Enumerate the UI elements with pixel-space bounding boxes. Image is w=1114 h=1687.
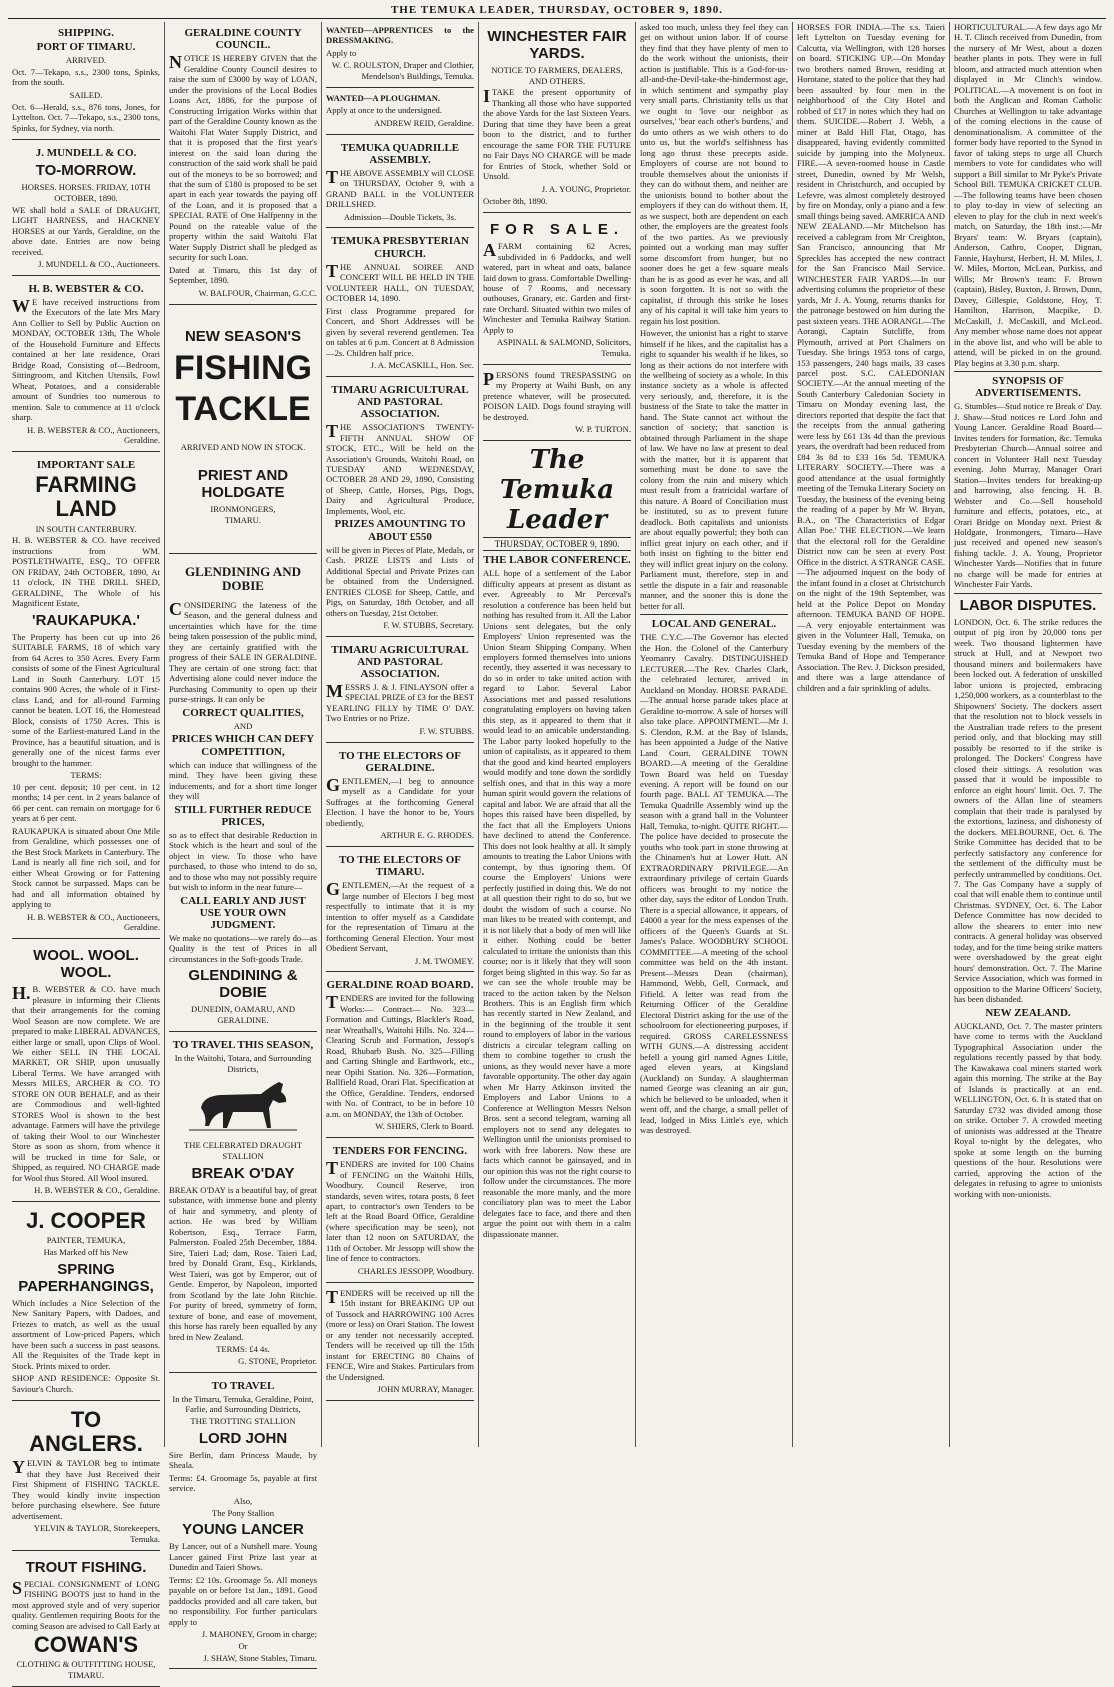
road-board-text: TENDERS are invited for the following Works:— Contract— No. 323—Formation and Cuttings, Blackler's Road, near Wreathall's, Waitohi Hills. No. 324—Clearing Scrub and Formation, Jessop's Road, Rhubarb Bush. No. 325—Filling and Carting Shingle and Earthwork, etc., near Opihi Station. No. 326—Formation, Ballfield Road, Orari Flat. Specification at the Office, Geraldine. Tenders, endorsed with No. of Contract, to be in before 10 a.m. on MONDAY, the 13th of October. bbox=[326, 992, 474, 1119]
break-o-day-ad bbox=[169, 1034, 317, 1373]
pony-heading: The Pony Stallion bbox=[211, 1507, 275, 1518]
stallion-heading: THE CELEBRATED DRAUGHT STALLION bbox=[184, 1140, 302, 1162]
trespass-text: PERSONS found TRESPASSING on my Property at Waihi Bush, on any pretence whatever, will be prosecuted. POISON LAID. Dogs found straying will be destroyed. bbox=[483, 368, 631, 422]
presbyterian-signature: J. A. McCASKILL, Hon. Sec. bbox=[370, 360, 474, 371]
presbyterian-text: THE ANNUAL SOIREE AND CONCERT WILL BE HELD IN THE VOLUNTEER HALL, ON TUESDAY, OCTOBER 14, 1890. bbox=[326, 260, 474, 304]
fencing-ad bbox=[326, 1140, 474, 1283]
farm-sale-signature: ASPINALL & SALMOND, Solicitors, Temuka. bbox=[496, 337, 631, 359]
special-prize-text: MESSRS J. & J. FINLAYSON offer a SPECIAL PRIZE of £3 for the BEST YEARLING FILLY by TIME O' DAY. Two Entries or no Prize. bbox=[326, 681, 474, 724]
column-6 bbox=[793, 22, 950, 1447]
webster-text: WE have received instructions from the Executors of the late Mrs Mary Ann Collier to Sell by Public Auction on MONDAY, OCTOBER 13th, The Whole of the Household Furniture and Effects contained at her late residence, Orari Bridge Road, Consisting of—Bedroom, Sittingroom, and Kitchen Utensils, Fowl Wheat, Potatoes, and a considerable amount of Sundries too numerous to mention. Sale to commence at 11 o'clock sharp. bbox=[12, 295, 160, 423]
fencing-text: TENDERS are invited for 100 Chains of FENCING on the Waitohi Hills, Woodbury. Council Reserve, iron standards, seven wires, totara posts, 8 feet apart, to contractor's own Tenders to be left at the Road Board Office, Geraldine (where specification may be seen), not later than 12 noon on SATURDAY, the 11th of October. Mr Jessopp will show the line of fence to contractors. bbox=[326, 1158, 474, 1264]
labor-conference-heading: THE LABOR CONFERENCE. bbox=[483, 554, 631, 567]
travel-heading: TO TRAVEL THIS SEASON, bbox=[172, 1038, 314, 1051]
terms-text: 10 per cent. deposit; 10 per cent. in 12 months; 14 per cent. in 2 years balance of 66 per cent. can remain on mortgage for 6 years at 6 per cent. bbox=[12, 781, 160, 824]
show-ad bbox=[326, 379, 474, 637]
shipping-section bbox=[12, 22, 160, 140]
horse-sale-ad bbox=[12, 142, 160, 276]
fishing-heading: FISHING bbox=[174, 348, 312, 387]
ploughman-ad bbox=[326, 90, 474, 135]
ploughman-text: Apply at once to the undersigned. bbox=[326, 105, 442, 116]
horses-heading: HORSES. HORSES. FRIDAY, 10TH OCTOBER, 1890. bbox=[21, 182, 151, 203]
farming-land-heading: FARMING LAND bbox=[35, 472, 137, 522]
break-o-day-text: BREAK O'DAY is a beautiful bay, of great substance, with immense bone and plenty of hair and symmetry, and plenty of action. He was bred by William Robertson, Esq., Terrace Farm, Palmerston. Foaled 25th December, 1884. Sire, Taieri Lad; dam, Rose. Taieri Lad, bred by Donald Grant, Esq., Kirklands, West Taieri, was got by Emperor, out of Gentle. Emperor, by Napoleon, imported from Scotland by the late John Ritchie. For purity of breed, symmetry of form, texture of bone, and ease of movement, this horse has rarely been equalled by any bred in New Zealand. bbox=[169, 1184, 317, 1342]
show-text-2: will be given in Pieces of Plate, Medals, or Cash. PRIZE LISTS and Lists of Additional Special and Private Prizes can be obtained from the Undersigned. ENTRIES CLOSE for Sheep, Cattle, and Pigs, on Saturday, 18th October, and all others on Tuesday, 21st October. bbox=[326, 544, 474, 618]
mundell-heading: J. MUNDELL & CO. bbox=[35, 147, 137, 160]
lord-john-text: Sire Berlin, dam Princess Maude, by Sheala. bbox=[169, 1449, 317, 1471]
paperhangings-heading: SPRING PAPERHANGINGS, bbox=[18, 1260, 154, 1295]
road-board-signature: W. SHIERS, Clerk to Board. bbox=[375, 1121, 474, 1132]
sailed-heading: SAILED. bbox=[69, 89, 103, 100]
arrived-stock-text: ARRIVED AND NOW IN STOCK. bbox=[180, 441, 306, 452]
presbyterian-text-2: First class Programme prepared for Concert, and Short Addresses will be given by several reverend gentlemen. Tea on tables at 6 p.m. Concert at 8 Admission—2s. Children half price. bbox=[326, 305, 474, 358]
orari-tenders-text: TENDERS will be received up till the 15th instant for BREAKING UP out of Tussock and HARROWING 100 Acres (more or less) on Orari Station. The lowest or any tender not necessarily accepted. Tenders will be received up till the 15th instant for ERECTING 80 Chains of FENCE, Wire and Stakes. Particulars from the Undersigned. bbox=[326, 1286, 474, 1382]
lord-john-heading: LORD JOHN bbox=[198, 1429, 288, 1447]
webster-signature: H. B. WEBSTER & CO., Auctioneers, Geraldine. bbox=[26, 424, 160, 446]
trout-text: SPECIAL CONSIGNMENT of LONG FISHING BOOTS just to hand in the most approved style and of very superior quality. Gentlemen requiring Boots for the coming Season are advised to Call Early at bbox=[12, 1577, 160, 1631]
new-zealand-text: AUCKLAND, Oct. 7. The master printers have come to terms with the Auckland Typographical Association under the regulations recently passed by that body. The Kawakawa coal miners started work again this morning. The strike at the Bay of Islands is practically at an end. WELLINGTON, Oct. 6. It is stated that on Saturday £732 was divided among those on strike. October 7. A crowded meeting of unionists was addressed at the Theatre Royal to-night by the delegates, who spoke at some length on the burning questions of the hour. Resolutions were carried, approving the action of the delegates in refusing to agree to unionists working with non-unionists. bbox=[954, 1020, 1102, 1199]
raukapuka-heading: 'RAUKAPUKA.' bbox=[32, 611, 140, 629]
quadrille-ad bbox=[326, 137, 474, 229]
show-text: THE ASSOCIATION'S TWENTY-FIFTH ANNUAL SHOW OF STOCK, ETC., Will be held on the Association's Grounds, Waitohi Road, on TUESDAY AND WEDNESDAY, OCTOBER 28 AND 29, 1890, Consisting of Sheep, Cattle, Horses, Pigs, Dogs, Dairy and Agricultural Produce, Implements, Wool, etc. bbox=[326, 421, 474, 516]
cooper-heading: J. COOPER bbox=[26, 1208, 146, 1234]
column-1 bbox=[8, 22, 165, 1681]
shaw-signature: J. SHAW, Stone Stables, Timaru. bbox=[203, 1652, 317, 1663]
gd-prices: PRICES WHICH CAN DEFY COMPETITION, bbox=[171, 733, 315, 758]
webster-heading: H. B. WEBSTER & CO. bbox=[28, 282, 144, 295]
farm-sale-heading: FOR SALE. bbox=[489, 221, 624, 239]
mundell-signature: J. MUNDELL & CO., Auctioneers. bbox=[38, 259, 160, 270]
gd-heading: GLENDINING AND DOBIE bbox=[185, 564, 301, 594]
webster-signature-2: H. B. WEBSTER & CO., Auctioneers, Geraldine. bbox=[26, 911, 160, 933]
break-o-day-signature: G. STONE, Proprietor. bbox=[238, 1355, 317, 1366]
apprentices-signature: W. C. ROULSTON, Draper and Clothier, Mendelson's Buildings, Temuka. bbox=[331, 60, 474, 82]
show-signature: F. W. STUBBS, Secretary. bbox=[383, 619, 474, 630]
geraldine-electors-signature: ARTHUR E. G. RHODES. bbox=[380, 830, 474, 841]
farming-sub: IN SOUTH CANTERBURY. bbox=[35, 523, 137, 534]
cowans-sub: CLOTHING & OUTFITTING HOUSE, TIMARU. bbox=[16, 1659, 156, 1681]
council-signature: W. BALFOUR, Chairman, G.C.C. bbox=[198, 287, 317, 298]
young-lancer-text: By Lancer, out of a Nutshell mare. Young Lancer gained First Prize last year at Dunedin and Taieri Shows. bbox=[169, 1541, 317, 1573]
winchester-fair-signature: J. A. YOUNG, Proprietor. bbox=[541, 183, 631, 194]
ironmongers-text: IRONMONGERS, bbox=[210, 503, 276, 514]
column-7 bbox=[950, 22, 1106, 1447]
special-prize-heading: TIMARU AGRICULTURAL AND PASTORAL ASSOCIATION. bbox=[331, 643, 469, 680]
show-prizes: PRIZES AMOUNTING TO ABOUT £550 bbox=[334, 518, 466, 543]
horse-illustration-icon bbox=[183, 1078, 303, 1136]
wool-heading: WOOL. WOOL. WOOL. bbox=[33, 947, 139, 982]
timaru-text: TIMARU. bbox=[224, 515, 262, 526]
cowans-heading: COWAN'S bbox=[33, 1632, 139, 1658]
new-seasons-heading: NEW SEASON'S bbox=[184, 327, 302, 345]
editorial-continued-1: asked too much, unless they feel they can get on without union labor. If of course they find that they have plenty of men to do the work without the unionists, their action is justifiable. This is a God-for-us-all-and-the-Devil-take-the-hindermost age, in which sentiment and sympathy play very small parts. Christianity tells us that we ought to 'love our neighbor as ourselves,' 'bear each other's burdens,' and do unto others as we wish others to do unto us, but the world's selfishness has long ago thrust these precepts aside. Employers of course are not bound to trouble themselves about the unionists if they can do without them, and neither are the unionists bound to bother about the employers if they can do without them. If, as we suspect, both are dependent on each other, the employers are the greatest fools of the two parties. As we previously pointed out a working man may suffer some discomfort from hunger, but no sooner does he get a few square meals than he is as good as ever he was, and all is soon forgotten. It is not so with the capitalist, if through this strike he loses any of his capital it will take him years to regain his lost position. bbox=[640, 22, 788, 326]
fishing-tackle-ad bbox=[169, 307, 317, 555]
ploughman-heading: WANTED—A PLOUGHMAN. bbox=[326, 92, 441, 103]
column-2 bbox=[165, 22, 322, 1663]
gd-text-3: so as to effect that desirable Reduction in Stock which is the heart and soul of the object in view. To those who have purchased, to those who intend to do so, and to those who may not possibly require but wish to inform in the near future— bbox=[169, 829, 317, 893]
winchester-fair-heading: WINCHESTER FAIR YARDS. bbox=[487, 28, 627, 62]
gd-text: CONSIDERING the lateness of the Season, and the general dulness and uncertainties which have for the time being taken possession of the public mind, they are certainly gratified with the progress of their SALE IN GERALDINE. They are certain of one strong fact: that Advertising alone could never induce the Purchasing Community to open up their purse-strings. It can only be bbox=[169, 598, 317, 705]
wool-text: H.B. WEBSTER & CO. have much pleasure in informing their Clients that their arrangements for the coming Wool Season are now complete. We are prepared to make LIBERAL ADVANCES, either large or small, upon Clips of Wool. We either SELL IN THE LOCAL MARKET, OR SHIP, upon unusually Liberal Terms. We have arranged with Messrs MILES, ARCHER & CO. TO STORE ON OUR BEHALF, and as their are Commodious and well-lighted STORES Wool is shown to the best advantage. Farmers will have the privilege of taking their Wool to our Winchester Store as soon as shorn, from whence it will be trucked in time for Sale, or Shipped, as required. NO CHARGE made for Wool thus Stored. All Wool insured. bbox=[12, 983, 160, 1183]
council-date: Dated at Timaru, this 1st day of September, 1890. bbox=[169, 264, 317, 286]
timaru-electors-ad bbox=[326, 849, 474, 972]
anglers-text: YELVIN & TAYLOR beg to intimate that they have Just Received their First Shipment of FISHING TACKLE. They would kindly invite inspection before purchasing elsewhere. See future advertisement. bbox=[12, 1457, 160, 1521]
labor-conference-text: ALL hope of a settlement of the Labor difficulty appears at present as distant as ever. Agreeably to Mr Perceval's resolution a conference has been held but nothing has resulted from it. All the Labor Unions sent delegates, but the only Employers' Union represented was the Union Steam Shipping Company. When employers formed themselves into unions recently, they asserted it was necessary to do so in order to take united action with regard to Labor. Several Labor Associations met and passed resolutions congratulating employers on having taken this step, as it appeared to them that it would lead to an amicable understanding. The Labor party looked hopefully to the union of capitalists, as it appeared to them that the good and kind hearted employers would modify and tone down the sordidly selfish ones, and that in this way a more human spirit would govern the relations of capital and labor. We are afraid that all the hopes this raised have been dispelled, by the fact that all the Employers Unions have declined to attend the Conference. This does not look healthy at all. It simply amounts to treating the Labor Unions with contempt, by thus ignoring them. Of course the Employers' Unions were perfectly justified in doing this. We do not at all question their right to do so, but we doubt the wisdom of such a course. No man likes to be treated with contempt, and it is not likely that a body of men will like it either. Nothing could be better calculated to irritate the unionists than this course; nor is it likely that they will soon forget being slighted in this way. So far as we can see the whole trouble may be traced to the action taken by the Nelson Brothers. This is an English firm which has recently started in New Zealand, and in the beginning of the trouble it sent round to employers of labor in the various districts a circular telegram calling on them to combine together to crush the unions, as they would never have a more favorable opportunity. The other day again when Mr Harry Atkinson invited the Employers and Labor Unions to a Conference at Wellington Messrs Nelson Bros. sent a second telegram, warning all employers not to send any delegates to Wellington until the unionists promised to work with free laborers. Now these are facts which cannot be gainsayed, and in our opinion this was not the right course to follow under the circumstances. The more reasonable the more manly, and the more conciliatory plan was to meet the Labor delegates face to face, and there and then argue the point out with them in a calm dispassionate manner. bbox=[483, 568, 631, 1239]
cooper-sub: PAINTER, TEMUKA, bbox=[46, 1235, 126, 1246]
or-text: Or bbox=[238, 1640, 248, 1651]
cooper-text-1: Has Marked off his New bbox=[43, 1246, 129, 1257]
young-lancer-terms: Terms: £2 10s. Groomage 5s. All moneys payable on or before 1st Jan., 1891. Good paddocks provided and all care taken, but no responsibility. For further particulars apply to bbox=[169, 1574, 317, 1627]
council-notice bbox=[169, 22, 317, 305]
column-5 bbox=[636, 22, 793, 1447]
council-text: NOTICE IS HEREBY GIVEN that the Geraldine County Council desires to raise the sum of £3000 by way of LOAN, under the provisions of the Local Bodies Loans Act, 1886, for the purpose of Constructing Irrigation Works within that part of the Geraldine County known as the Waitohi Flat Water Supply District, and that it is proposed that the first year's interest on the said loan during the construction of the said work shall be paid out of the moneys to be so borrowed; and that the sum of £180 is proposed to be set apart in each year towards the paying off of the Loan, and it is proposed that a SPECIAL RATE of One Halfpenny in the Pound on the rateable value of the property within the said Waitohi Flat Water Supply District shall be pledged as security for such Loan. bbox=[169, 52, 317, 263]
cooper-text-3: SHOP AND RESIDENCE: Opposite St. Saviour's Church. bbox=[12, 1373, 160, 1394]
gd-call: CALL EARLY AND JUST USE YOUR OWN JUDGMENT. bbox=[180, 894, 306, 931]
young-lancer-heading: YOUNG LANCER bbox=[182, 1521, 304, 1539]
winchester-fair-text: ITAKE the present opportunity of Thanking all those who have supported the above Yards for the last Sixteen Years. During that time they have been a great boon to the district, and to further encourage the same FOR THE FUTURE no Fair Days NO CHARGE will be made for Entries of Stock, whether Sold or Unsold. bbox=[483, 86, 631, 182]
apprentices-ad bbox=[326, 22, 474, 88]
orari-tenders-signature: JOHN MURRAY, Manager. bbox=[377, 1384, 474, 1394]
farm-sale-text: AFARM containing 62 Acres, subdivided in 6 Paddocks, and well watered, part in wheat and oats, balance laid down to grass. Comfortable Dwelling-house of 7 Rooms, and necessary outhouses, Granary, etc. Garden and first-rate Orchard. Situated within two miles of Winchester and Temuka Railway Station. Apply to bbox=[483, 240, 631, 335]
new-zealand-heading: NEW ZEALAND. bbox=[985, 1006, 1071, 1019]
farming-land-ad bbox=[12, 454, 160, 939]
column-3 bbox=[322, 22, 479, 1447]
priest-holdgate-heading: PRIEST AND HOLDGATE bbox=[197, 466, 289, 501]
quadrille-heading: TEMUKA QUADRILLE ASSEMBLY. bbox=[340, 141, 460, 166]
anglers-signature: YELVIN & TAYLOR, Storekeepers, Temuka. bbox=[33, 1523, 160, 1545]
trespass-ad bbox=[483, 367, 631, 441]
geraldine-electors-heading: TO THE ELECTORS OF GERALDINE. bbox=[339, 749, 461, 774]
travel-sub: In the Waitohi, Totara, and Surrounding Districts, bbox=[174, 1052, 312, 1074]
geraldine-electors-ad bbox=[326, 745, 474, 847]
sailed-text: Oct. 6—Herald, s.s., 876 tons, Jones, for Lyttelton. Oct. 7—Tekapo, s.s., 2300 tons, Spinks, for Sydney, via north. bbox=[12, 101, 160, 133]
geraldine-electors-text: GENTLEMEN,—I beg to announce myself as a Candidate for your Suffrages at the forthcoming General Election. I have the honor to be, Yours obediently, bbox=[326, 774, 474, 828]
tomorrow-heading: TO-MORROW. bbox=[35, 162, 137, 180]
synopsis-heading: SYNOPSIS OF ADVERTISEMENTS. bbox=[975, 374, 1081, 400]
cooper-text-2: Which includes a Nice Selection of the New Sanitary Papers, with Dadoes, and Friezes to match, as well as the usual assortment of Low-priced Papers, which have been such a success in past seasons. All the Requisites of the Trade kept in Stock. Prints mixed to order. bbox=[12, 1297, 160, 1371]
apprentices-text: Apply to bbox=[326, 47, 357, 58]
arrived-heading: ARRIVED. bbox=[65, 55, 107, 66]
travel2-heading: TO TRAVEL bbox=[211, 1379, 275, 1392]
lord-john-terms: Terms: £4. Groomage 5s, payable at first service. bbox=[169, 1472, 317, 1494]
gd-qualities: CORRECT QUALITIES, bbox=[182, 706, 304, 719]
raukapuka-text: The Property has been cut up into 26 SUITABLE FARMS, 18 of which vary from 64 Acres to 350 Acres. Every Farm consists of some of the Finest Agricultural Land in South Canterbury. LOT 15 contains 900 Acres, the whole of it First-class Land, and for all-round Farming cannot be beaten. LOT 16, the Homestead Block, consists of 1750 Acres. This is some of the Earliest-matured Land in the Province, has a beautiful situation, and is generally one of the nicest farms ever brought to the hammer. bbox=[12, 631, 160, 768]
arrived-text: Oct. 7—Tekapo, s.s., 2300 tons, Spinks, from the south. bbox=[12, 66, 160, 88]
glendining-dobie-ad bbox=[169, 556, 317, 1032]
gd-text-4: We make no quotations—we rarely do—as Quality is the test of Prices in all circumstances in the Soft-goods Trade. bbox=[169, 932, 317, 964]
gd-signature: GLENDINING & DOBIE bbox=[188, 967, 298, 1002]
section-divider-2 bbox=[954, 371, 1102, 372]
orari-tenders-ad bbox=[326, 1285, 474, 1401]
farming-text: H. B. WEBSTER & CO. have received instructions from WM. POSTLETHWAITE, ESQ., TO OFFER ON FRIDAY, 24th OCTOBER, 1890, At 11 o'clock, IN THE DRILL SHED, GERALDINE, The Whole of his Magnificent Estate, bbox=[12, 535, 160, 609]
section-divider bbox=[640, 614, 788, 615]
winchester-fair-date: October 8th, 1890. bbox=[483, 195, 548, 206]
cooper-ad bbox=[12, 1204, 160, 1401]
road-board-ad bbox=[326, 974, 474, 1138]
columns bbox=[8, 22, 1106, 1681]
farm-sale-ad bbox=[483, 215, 631, 365]
gd-text-2: which can induce that willingness of the mind. They have been giving these inducements, and for a short time longer they will bbox=[169, 759, 317, 802]
travel2-sub: In the Timaru, Temuka, Geraldine, Point, Farlie, and Surrounding Districts, bbox=[172, 1393, 314, 1415]
horses-text: WE shall hold a SALE of DRAUGHT, LIGHT HARNESS, and HACKNEY HORSES at our Yards, Geraldine, on the above date. Entries are now being received. bbox=[12, 204, 160, 257]
lord-john-ad bbox=[169, 1375, 317, 1670]
port-heading: PORT OF TIMARU. bbox=[36, 41, 136, 54]
timaru-electors-text: GENTLEMEN,—At the request of a large number of Electors I beg most respectfully to intimate that it is my intention to offer myself as a Candidate for the representation of Timaru at the forthcoming General Election. Your most Obedient Servant, bbox=[326, 879, 474, 954]
quadrille-admission: Admission—Double Tickets, 3s. bbox=[343, 211, 457, 222]
shipping-heading: SHIPPING. bbox=[58, 27, 114, 39]
apprentices-heading: WANTED—APPRENTICES to the DRESSMAKING. bbox=[326, 25, 474, 46]
labor-disputes-heading: LABOR DISPUTES. bbox=[959, 596, 1097, 614]
also-text: Also, bbox=[233, 1495, 253, 1506]
gd-places: DUNEDIN, OAMARU, AND GERALDINE. bbox=[190, 1004, 296, 1026]
labor-disputes-text: LONDON, Oct. 6. The strike reduces the output of pig iron by 20,000 tons per week. Two thousand lightermen have struck at Hull, and at Newport two thousand miners and boilermakers have been locked out. A federation of unskilled labor unions is projected, embracing 1,250,000 workers, as a counterblast to the Shipowners' Society. The dockers assert that the resolution not to block vessels in the Australian trade refers to the present period only, and that blocking may still possibly be resorted to if the strike is prolonged. The Dockers' Congress have closed their sittings. A resolution was passed that it would be impossible to enforce an eight hours' limit. Oct. 7. The owners of the Allan line of steamers complain that their trade is paralysed by the extortions, laziness, and dishonesty of the dockers. MELBOURNE, Oct. 6. The Strike Committee has decided that to be perfectly satisfactory any conference for the settlement of the difficulty must be perfectly untrammelled by conditions. Oct. 7. The Gas Company have a supply of coal that will enable them to continue until Christmas. SYDNEY, Oct. 6. The Labor Defence Committee has now decided to allow the shearers to enter into new contracts. A general holiday was observed today, and for the time being strike matters were overshadowed by the great eight hours' demonstration. Oct. 7. The Marine Service Association, which was formed in opposition to the Marine Officers' Society, has been disbanded. bbox=[954, 616, 1102, 1005]
local-general-text: THE C.Y.C.—The Governor has elected the Hon. the Colonel of the Canterbury Yeomanry Cavalry. DISTINGUISHED LECTURER.—The Rev. Charles Clark, the celebrated lecturer, arrived in Auckland on Monday. HORSE PARADE.—The annual horse parade takes place at Geraldine to-morrow. A sale of horses will also take place. APPOINTMENT.—Mr J. S. Clendon, R.M. at the Bay of Islands, has been appointed a Judge of the Native Land Court. GERALDINE TOWN BOARD.—A meeting of the Geraldine Town Board was held on Tuesday evening. A report will be found on our fourth page. BALL AT TEMUKA.—The Temuka Quadrille Assembly wind up the season with a grand ball in the Volunteer Hall, Temuka, to-night. QUITE RIGHT.—The police have decided to prosecute the youths who took part in stone throwing at the Chinamen's hut at Lower Hutt. AN EXTRAORDINARY PRIVILEGE.—An extraordinary privilege of certain Guards officers was brought to my notice the other day, says the editor of London Truth. There is a special allowance, it appears, of £4000 a year for the mess expenses of the officers of the Queen's Guards at St. James's Palace. WOODBURY SCHOOL COMMITTEE.—A meeting of the school committee was held on the 4th instant. Present—Messrs Dean (chairman), Hammond, Webb, Gell, Cormack, and Fifield. A letter was read from the Returning Officer of the Geraldine Electoral District asking for the use of the schoolroom for electioneering purposes, if required. GROSS CARELESSNESS WITH GUNS.—A distressing accident befell a young girl named Agnes Little, aged eleven years, at Kingsland (Auckland) on Sunday. A slaughterman named George was cleaning an air gun, which he believed to be unloaded, when it went off, and the charge, a small pellet of lead, lodged in Miss Little's eye, which was destroyed. bbox=[640, 632, 788, 1135]
webster-signature-3: H. B. WEBSTER & CO., Geraldine. bbox=[34, 1185, 160, 1196]
section-divider-3 bbox=[954, 593, 1102, 594]
important-sale-heading: IMPORTANT SALE bbox=[36, 459, 136, 472]
gd-still: STILL FURTHER REDUCE PRICES, bbox=[174, 803, 312, 828]
presbyterian-heading: TEMUKA PRESBYTERIAN CHURCH. bbox=[331, 235, 469, 260]
trout-ad bbox=[12, 1553, 160, 1687]
local-news-text: HORSES FOR INDIA.—The s.s. Taieri left Lyttelton on Tuesday evening for Calcutta, via Wellington, with 128 horses on board. STICKING UP.—On Monday two brothers named Brown, residing at Horotane, stated to the police that they had been assaulted by four men in the neighborhood of the City Hotel and robbed of £17 in notes which they had on them. SUICIDE.—Robert J. Webb, a miner at Bald Hill Flat, Otago, has disappeared, having evidently committed suicide by jumping into the Molyneux. FIRE.—A seven-roomed house in Castle street, Dunedin, owned by Mr Welsh, resident in Christchurch, and occupied by Lefevre, was almost completely destroyed by fire on Monday, only a piano and a few small things being saved. AMERICA AND NEW ZEALAND.—Mr Mitchelson has received a cablegram from Mr Creighton, San Francisco, announcing that Mr Spreckles has accepted the new contract for the San Francisco Mail Service. WINCHESTER FAIR YARDS.—In our advertising columns the proprietor of these yards, Mr J. A. Young, returns thanks for the patronage bestowed on him during the past sixteen years. THE AORANGI.—The Aorangi, Captain Sutcliffe, from Plymouth, arrived at Port Chalmers on Tuesday. She brings 1953 tons of cargo, 153 passengers, 240 bags mails, 33 cases parcel post. S.C. CALEDONIAN SOCIETY.—At the annual meeting of the South Canterbury Caledonian Society in Timaru on Monday evening last, the directors reported that despite the fact that the receipts from the annual gathering were less by £61 13s 4d than the previous years, the overdraft had been reduced from £84 3s 8d to £33 16s 5d. TEMUKA LITERARY SOCIETY.—There was a good attendance at the usual fortnightly meeting of the Temuka Literary Society on Tuesday, the business of the evening being the reading of a paper by Mr W. Bryan, B.A., on 'The Characteristics of Edgar Allan Poe.' THE ELECTION.—We learn that the electoral roll for the Geraldine District now can be seen at every Post Office in the district. A STRANGE CASE.—The adjourned inquest on the body of the infant found in a closet at Christchurch on the night of the 19th September, was held at the Police Depot on Monday afternoon. TEMUKA BAND OF HOPE.—A very enjoyable entertainment was given in the Volunteer Hall, Temuka, on Tuesday evening by the members of the Temuka Band of Hope and Temperance Association. The Rev. J. Dickson presided, and there was a large attendance of children and a fair sprinkling of adults. bbox=[797, 22, 946, 693]
editorial-continued-2: However, the unionist has a right to starve himself if he likes, and the capitalist has a right to squander his wealth if he likes, so long as their actions do not interfere with the wellbeing of society as a whole. In this instance society as a whole is affected very seriously, and, therefore, it is the business of the State to take the matter in hand. The State cannot act without the sanction of society; that sanction is obtained through Parliament in the shape of law. We have no law at present to deal with the matter, but it is apparent that something must be done to save the colony from the ruin and misery which must result from a fratricidal warfare of this nature. A Board of Conciliation must be instituted, so as to prevent future deadlock. Both capitalists and unionists are about equally powerful; they both can inflict great injury on each other, and if both insist on fighting to the bitter end they will inflict great injury on the colony. Parliament must, therefore, step in and settle the dispute in a fair and reasonable manner, and the sooner this is done the better for all. bbox=[640, 328, 788, 611]
furniture-sale-ad bbox=[12, 278, 160, 452]
ploughman-signature: ANDREW REID, Geraldine. bbox=[373, 117, 474, 128]
fencing-signature: CHARLES JESSOPP, Woodbury. bbox=[357, 1265, 474, 1276]
road-board-heading: GERALDINE ROAD BOARD. bbox=[326, 979, 474, 992]
winchester-fair-sub: NOTICE TO FARMERS, DEALERS, AND OTHERS. bbox=[491, 65, 623, 86]
quadrille-text: THE ABOVE ASSEMBLY will CLOSE on THURSDAY, October 9, with a GRAND BALL in the VOLUNTEER DRILLSHED. bbox=[326, 166, 474, 210]
gd-and: AND bbox=[233, 720, 253, 731]
council-heading: GERALDINE COUNTY COUNCIL. bbox=[184, 27, 302, 52]
anglers-ad bbox=[12, 1403, 160, 1551]
horticultural-text: HORTICULTURAL.—A few days ago Mr H. T. Clinch received from Dunedin, from the nursery of Mr West, about a dozen heather plants in pots. They were in full bloom, and attracted much attention when displayed in Mr Clinch's window. POLITICAL.—A movement is on foot in both the Anglican and Roman Catholic Churches at Wellington to take advantage of the coming elections in the cause of denominationalism. A committee of the former body have reported to the Synod in favor of taking steps to urge all Church members to vote for candidates who will support a Bill similar to Mr Pyke's Private School Bill. TEMUKA CRICKET CLUB.—The following teams have been chosen to play to-day in view of selecting an eleven to play for the club in next week's match, on Saturday, the 18th inst.:—Mr Bryars' team: W. Bryars (captain), Anderson, Cathro, Cooper, Dignan, Fannie, Hayhurst, Herbert, H. M. Miles, J. W. Miles, Morton, McLean, Purkiss, and Wills; Mr Brown's team: F. Brown (captain), Bisley, Buxton, J. Brown, Dunn, Davey, Gillespie, Goldstone, Hoy, T. Hamilton, Harrison, Macpike, D. McCaskill, J. McCaskill, and McLeod. Any member whose name does not appear in the above list, and who will be able to attend, will be picked in on the ground. Play begins at 3.30 p.m. sharp. bbox=[954, 22, 1102, 368]
anglers-heading: TO ANGLERS. bbox=[29, 1407, 143, 1457]
local-general-heading: LOCAL AND GENERAL. bbox=[651, 618, 777, 631]
special-prize-ad bbox=[326, 639, 474, 743]
timaru-electors-heading: TO THE ELECTORS OF TIMARU. bbox=[339, 854, 461, 879]
break-o-day-heading: BREAK O'DAY bbox=[191, 1164, 295, 1182]
raukapuka-text-2: RAUKAPUKA is situated about One Mile from Geraldine, which possesses one of the Best Stock Markets in Canterbury. The Land is nearly all fine rich soil, and for either Wheat Growing or for Fattening Stock cannot be surpassed. Maps can be had and all information obtained by applying to bbox=[12, 825, 160, 910]
trotting-heading: THE TROTTING STALLION bbox=[190, 1416, 296, 1427]
fencing-heading: TENDERS FOR FENCING. bbox=[332, 1144, 468, 1157]
synopsis-text: G. Stumbles—Stud notice re Break o' Day. J. Shaw—Stud notices re Lord John and Young Lancer. Geraldine Road Board—Invites tenders for formation, &c. Temuka Presbyterian Church—Annual soiree and concert in Volunteer Hall next Tuesday evening. John Murray, Manager Orari Station—Invites tenders for breaking-up and harrowing, also fencing. H. B. Webster and Co.—Sell household furniture and effects, potatoes, etc., at Orari Bridge on Monday next. Priest & Holdgate, Ironmongers, Timaru—Have just received and opened new season's fishing tackle. J. A. Young, Proprietor Winchester Yards—Notifies that in future no charge will be made for entries at Winchester Fair Yards. bbox=[954, 401, 1102, 590]
leader-title: The Temuka Leader bbox=[499, 445, 615, 536]
timaru-electors-signature: J. M. TWOMEY. bbox=[414, 955, 474, 966]
show-heading: TIMARU AGRICULTURAL AND PASTORAL ASSOCIATION. bbox=[331, 383, 469, 420]
page-masthead: THE TEMUKA LEADER, THURSDAY, OCTOBER 9, 1890. bbox=[8, 4, 1106, 19]
special-prize-signature: F. W. STUBBS. bbox=[419, 725, 474, 736]
presbyterian-ad bbox=[326, 230, 474, 376]
column-4 bbox=[479, 22, 636, 1447]
terms-heading: TERMS: bbox=[70, 770, 102, 781]
trespass-signature: W. P. TURTON. bbox=[575, 424, 631, 435]
trout-heading: TROUT FISHING. bbox=[25, 1558, 147, 1576]
tackle-heading: TACKLE bbox=[175, 390, 311, 429]
young-lancer-signature: J. MAHONEY, Groom in charge; bbox=[201, 1629, 317, 1640]
leader-dateline: THURSDAY, OCTOBER 9, 1890. bbox=[483, 537, 631, 551]
winchester-fair-ad bbox=[483, 22, 631, 213]
break-o-day-terms: TERMS: £4 4s. bbox=[216, 1344, 270, 1355]
wool-ad bbox=[12, 941, 160, 1202]
